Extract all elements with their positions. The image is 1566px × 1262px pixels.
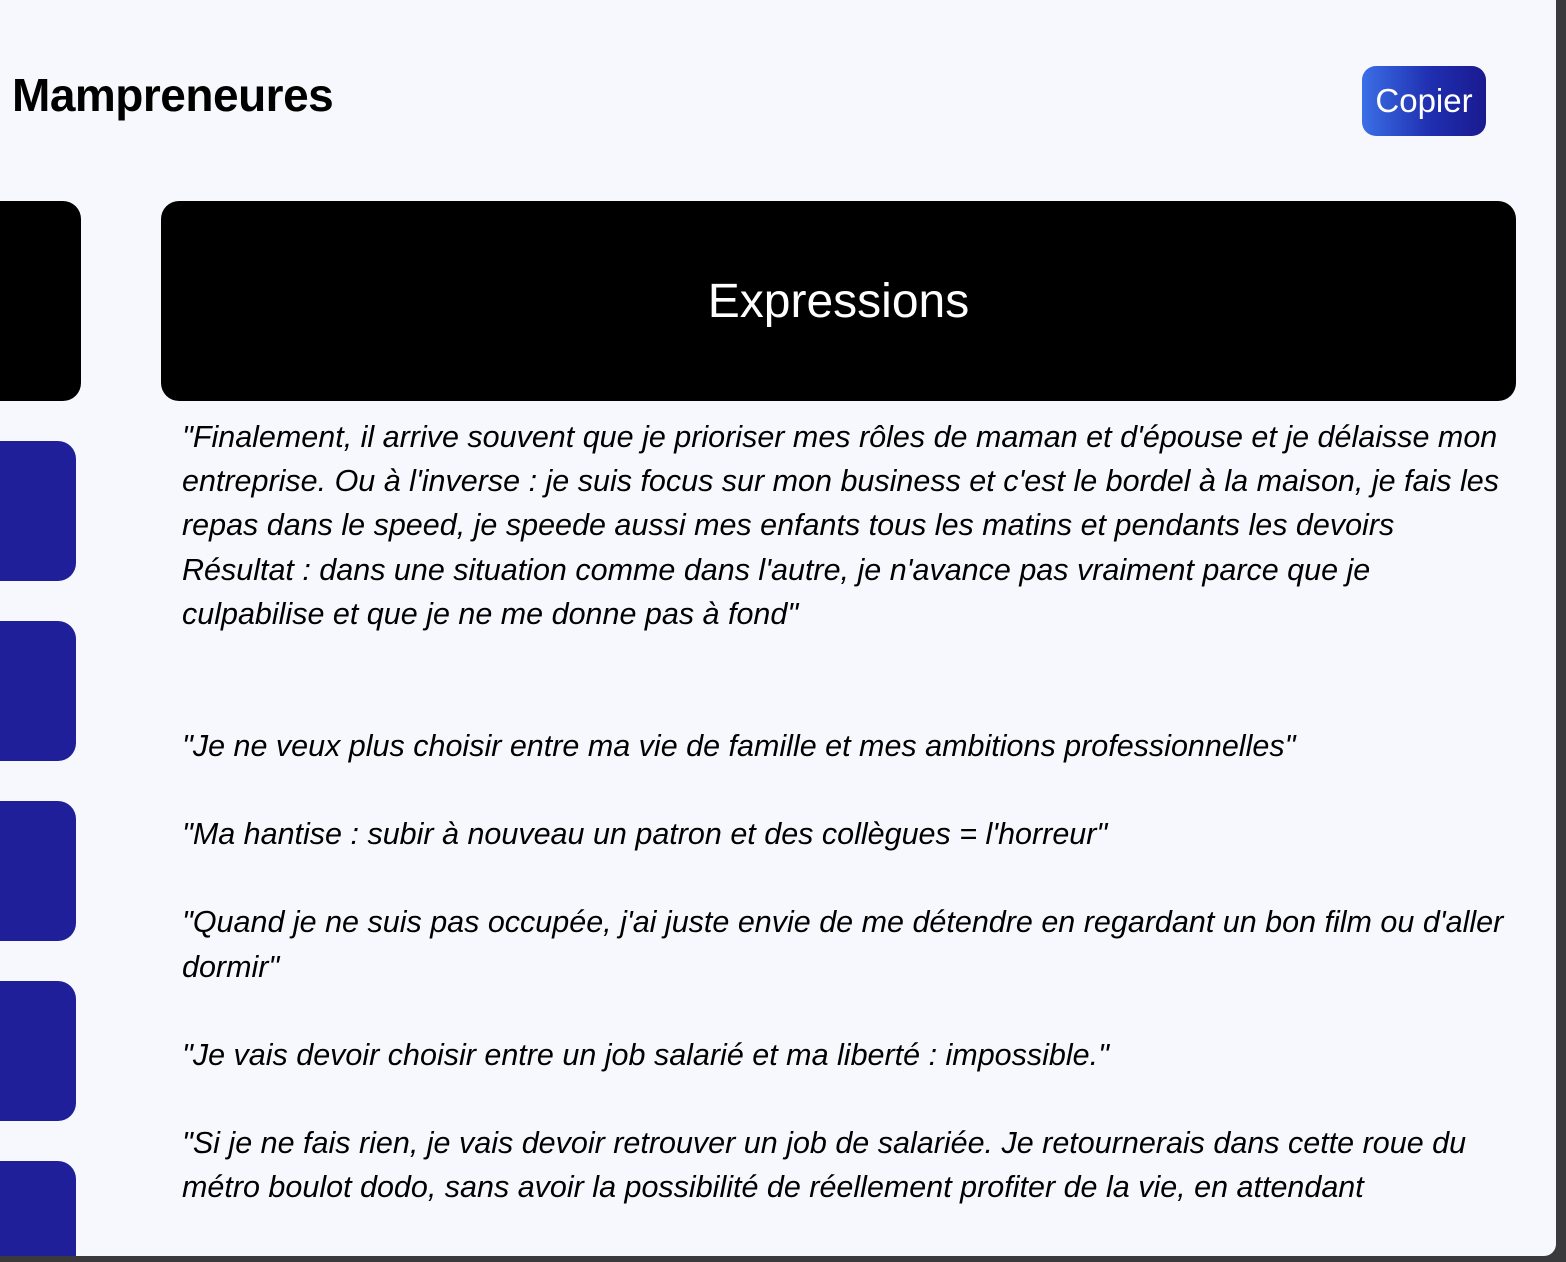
sidebar-tab-2[interactable] (0, 621, 76, 761)
sidebar-tab-5[interactable] (0, 1161, 76, 1256)
section-header (161, 201, 1516, 401)
sidebar-active-card[interactable] (0, 201, 81, 401)
sidebar-tab-3[interactable] (0, 801, 76, 941)
copy-button[interactable]: Copier (1362, 66, 1486, 136)
quote-item: "Je ne veux plus choisir entre ma vie de famille et mes ambitions professionnelles" (182, 729, 1296, 764)
quote-item: "Quand je ne suis pas occupée, j'ai juste envie de me détendre en regardant un bon film ou d'aller dormir" (182, 905, 1504, 984)
quote-item: "Finalement, il arrive souvent que je prioriser mes rôles de maman et d'épouse et je délaisse mon entreprise. Ou à l'inverse : je suis focus sur mon business et c'est le bordel à la maison, je fais les repas dans le speed, je speede aussi mes enfants tous les matins et pendants les devoirs Résultat : dans une situation comme dans l'autre, je n'avance pas vraiment parce que je culpabilise et que je ne me donne pas à fond" (182, 420, 1499, 631)
page-title: Mampreneures (12, 69, 334, 121)
section-title: Expressions (707, 274, 970, 328)
quote-item: "Je vais devoir choisir entre un job salarié et ma liberté : impossible." (182, 1037, 1109, 1072)
quotes-list (182, 415, 1512, 1209)
sidebar-tab-4[interactable] (0, 981, 76, 1121)
quote-item: "Si je ne fais rien, je vais devoir retrouver un job de salariée. Je retournerais dans cette roue du métro boulot dodo, sans avoir la possibilité de réellement profiter de la vie, en attendant (182, 1126, 1467, 1205)
sidebar-tab-1[interactable] (0, 441, 76, 581)
quote-item: "Ma hantise : subir à nouveau un patron et des collègues = l'horreur" (182, 817, 1108, 852)
